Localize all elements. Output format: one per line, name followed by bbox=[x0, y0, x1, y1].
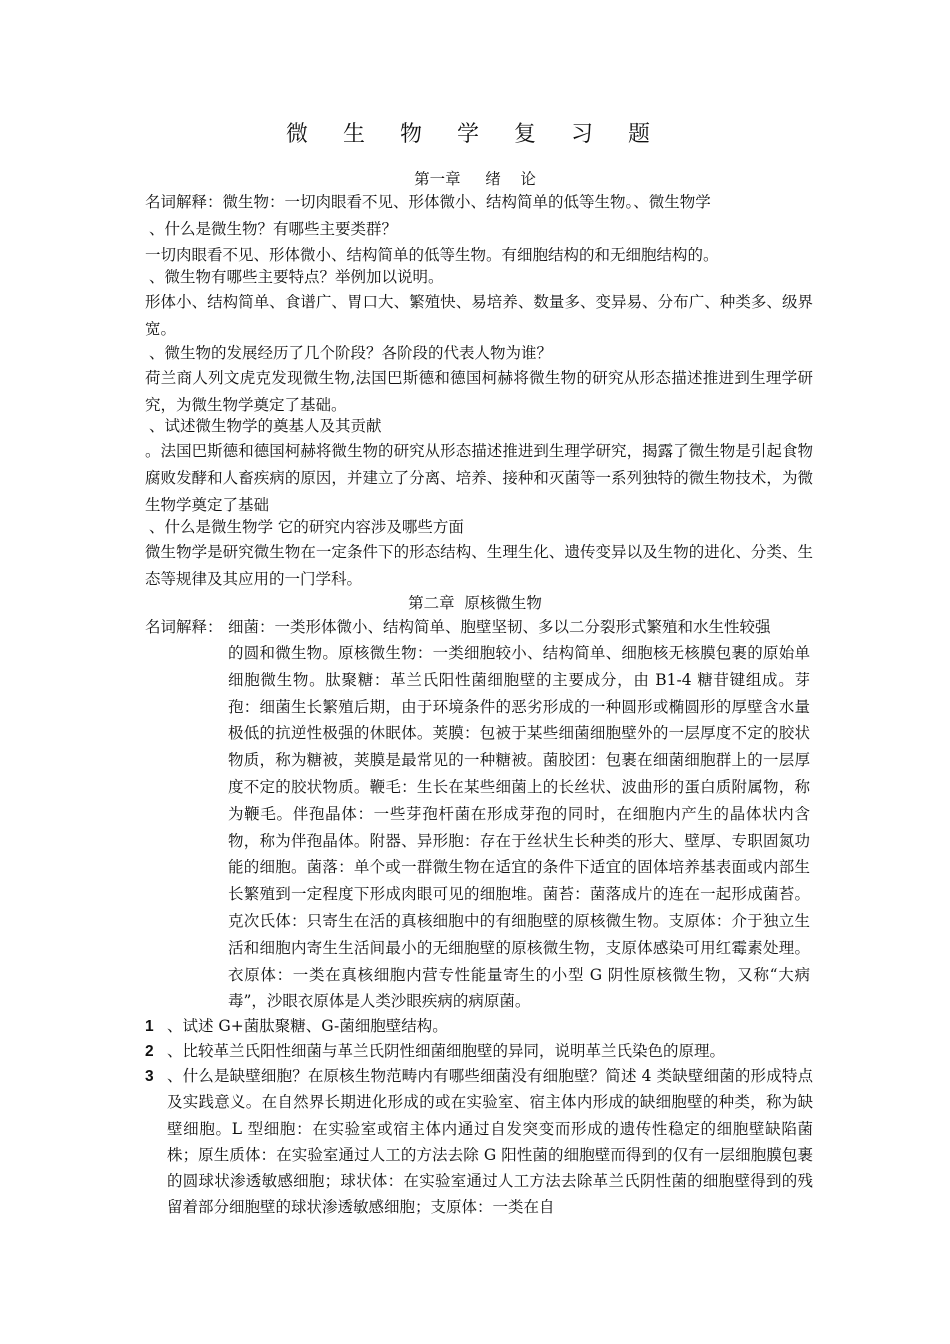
chapter1-answer-3: 荷兰商人列文虎克发现微生物,法国巴斯德和德国柯赫将微生物的研究从形态描述推进到生理学研究，为微生物学奠定了基础。 bbox=[145, 369, 813, 414]
chapter1-question-2: 、微生物有哪些主要特点？举例加以说明。 bbox=[149, 268, 444, 286]
question-item bbox=[145, 1063, 815, 1217]
chapter1-answer-2: 形体小、结构简单、食谱广、胃口大、繁殖快、易培养、数量多、变异易、分布广、种类多、级界宽。 bbox=[145, 293, 813, 338]
chapter2-terms-first-line: 细菌：一类形体微小、结构简单、胞壁坚韧、多以二分裂形式繁殖和水生性较强 bbox=[228, 618, 771, 636]
chapter1-question-4: 、试述微生物学的奠基人及其贡献 bbox=[149, 417, 382, 435]
chapter1-question-1: 、什么是微生物？有哪些主要类群？ bbox=[149, 220, 398, 238]
chapter1-question-3: 、微生物的发展经历了几个阶段？各阶段的代表人物为谁？ bbox=[149, 344, 553, 362]
chapter1-heading: 第一章 绪 论 bbox=[414, 170, 536, 188]
question-text: 、试述 G+菌肽聚糖、G-菌细胞壁结构。 bbox=[167, 1017, 448, 1035]
chapter1-question-5: 、什么是微生物学 它的研究内容涉及哪些方面 bbox=[149, 518, 464, 536]
question-item bbox=[145, 1038, 815, 1065]
question-text: 、什么是缺壁细胞？在原核生物范畴内有哪些细菌没有细胞壁？简述 4 类缺壁细菌的形成特点及实践意义。在自然界长期进化形成的或在实验室、宿主体内形成的缺细胞壁的种类，称为缺壁细胞。L 型细胞：在实验室或宿主体内通过自发突变而形成的遗传性稳定的细胞壁缺陷菌株；原生质体：在实验室通过人工的方法去除 G 阳性菌的细胞壁而得到的仅有一层细胞膜包裹的圆球状渗透敏感细胞；球状体：在实验室通过人工方法去除革兰氏阴性菌的细胞壁得到的残留着部分细胞壁的球状渗透敏感细胞；支原体：一类在自 bbox=[167, 1067, 813, 1217]
question-number: 3 bbox=[145, 1068, 154, 1085]
chapter1-terms: 名词解释：微生物：一切肉眼看不见、形体微小、结构简单的低等生物。、微生物学 bbox=[145, 193, 711, 211]
chapter2-terms-label: 名词解释： bbox=[145, 618, 223, 636]
chapter1-answer-1: 一切肉眼看不见、形体微小、结构简单的低等生物。有细胞结构的和无细胞结构的。 bbox=[145, 246, 719, 264]
question-number: 1 bbox=[145, 1018, 154, 1035]
document-title: 微 生 物 学 复 习 题 bbox=[286, 122, 664, 147]
chapter1-answer-4: 。法国巴斯德和德国柯赫将微生物的研究从形态描述推进到生理学研究，揭露了微生物是引起食物腐败发酵和人畜疾病的原因，并建立了分离、培养、接种和灭菌等一系列独特的微生物技术，为微生物学奠定了基础 bbox=[145, 442, 813, 514]
question-item bbox=[145, 1013, 815, 1040]
chapter2-heading: 第二章 原核微生物 bbox=[408, 594, 542, 612]
question-text: 、比较革兰氏阳性细菌与革兰氏阴性细菌细胞壁的异同，说明革兰氏染色的原理。 bbox=[167, 1042, 726, 1060]
chapter1-answer-5: 微生物学是研究微生物在一定条件下的形态结构、生理生化、遗传变异以及生物的进化、分类、生态等规律及其应用的一门学科。 bbox=[145, 543, 813, 588]
question-number: 2 bbox=[145, 1043, 154, 1060]
chapter2-terms-body: 的圆和微生物。原核微生物：一类细胞较小、结构简单、细胞核无核膜包裹的原始单细胞微生物。肽聚糖：革兰氏阳性菌细胞壁的主要成分，由 B1-4 糖苷键组成。芽孢：细菌生长繁殖后期，由于环境条件的恶劣形成的一种圆形或椭圆形的厚壁含水量极低的抗逆性极强的休眠体。荚膜：包被于某些细菌细胞壁外的一层厚度不定的胶状物质，称为糖被，荚膜是最常见的一种糖被。菌胶团：包裹在细菌细胞群上的一层厚度不定的胶状物质。鞭毛：生长在某些细菌上的长丝状、波曲形的蛋白质附属物，称为鞭毛。伴孢晶体：一些芽孢杆菌在形成芽孢的同时，在细胞内产生的晶体状内含物，称为伴孢晶体。附器、异形胞：存在于丝状生长种类的形大、壁厚、专职固氮功能的细胞。菌落：单个或一群微生物在适宜的条件下适宜的固体培养基表面或内部生长繁殖到一定程度下形成肉眼可见的细胞堆。菌苔：菌落成片的连在一起形成菌苔。克次氏体：只寄生在活的真核细胞中的有细胞壁的原核微生物。支原体：介于独立生活和细胞内寄生生活间最小的无细胞壁的原核微生物，支原体感染可用红霉素处理。衣原体：一类在真核细胞内营专性能量寄生的小型 G 阴性原核微生物，又称“大病毒”，沙眼衣原体是人类沙眼疾病的病原菌。 bbox=[228, 644, 810, 1011]
